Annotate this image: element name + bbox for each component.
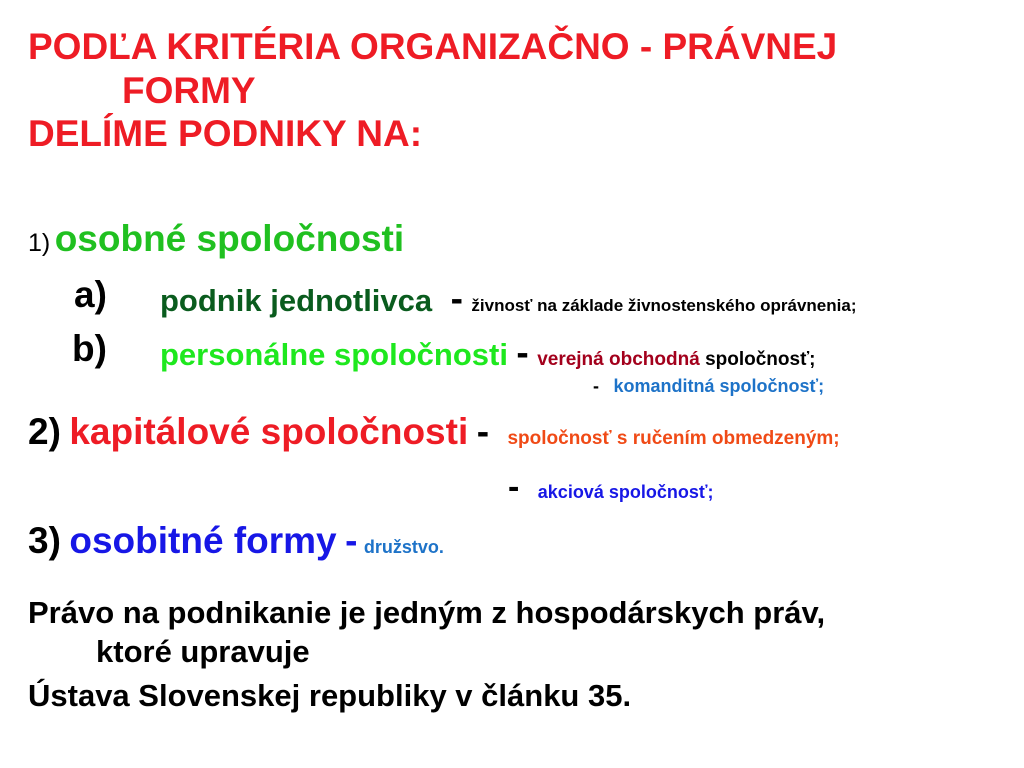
footer-line-3: Ústava Slovenskej republiky v článku 35. — [28, 678, 632, 713]
item-1a-dash: - — [450, 278, 463, 319]
item-1b-desc-2: komanditná spoločnosť; — [613, 376, 825, 396]
item-3-dash: - — [345, 520, 358, 561]
item-1-number: 1) — [28, 229, 51, 257]
item-1a — [160, 280, 856, 317]
title-line-1: PODĽA KRITÉRIA ORGANIZAČNO - PRÁVNEJ — [28, 26, 838, 67]
item-1-label: osobné spoločnosti — [54, 218, 405, 259]
item-2-desc-2: akciová spoločnosť; — [537, 482, 714, 502]
item-3-desc: družstvo. — [363, 537, 444, 557]
item-1b-desc-bold: verejná obchodná — [537, 349, 700, 370]
item-2-line-2 — [508, 470, 713, 504]
item-1a-label: podnik jednotlivca — [160, 283, 433, 318]
item-2 — [28, 413, 840, 450]
item-2-desc: spoločnosť s ručením obmedzeným; — [507, 428, 840, 449]
item-3-number: 3) — [28, 520, 61, 561]
footer-line-2: ktoré upravuje — [96, 634, 310, 669]
item-1 — [28, 220, 404, 257]
item-2-dash: - — [476, 411, 490, 452]
title-line-2: FORMY — [122, 70, 256, 111]
item-1a-desc: živnosť na základe živnostenského oprávnenia; — [471, 296, 857, 315]
footer-line-1: Právo na podnikanie je jedným z hospodárskych práv, — [28, 595, 826, 630]
item-2-number: 2) — [28, 411, 61, 452]
title-line-3: DELÍME PODNIKY NA: — [28, 113, 423, 154]
item-1a-marker: a) — [74, 274, 107, 315]
item-3-label: osobitné formy — [69, 520, 337, 561]
item-1b-line-2 — [593, 377, 824, 396]
item-3 — [28, 522, 444, 559]
item-1b-marker: b) — [72, 328, 107, 369]
item-2-dash-2: - — [508, 468, 520, 506]
item-1b — [160, 334, 816, 371]
item-2-label: kapitálové spoločnosti — [69, 411, 469, 452]
item-1b-desc-rest: spoločnosť; — [699, 349, 816, 370]
item-1b-dash-2: - — [593, 376, 599, 396]
item-1b-dash: - — [516, 332, 529, 373]
item-1b-label: personálne spoločnosti — [160, 337, 508, 372]
